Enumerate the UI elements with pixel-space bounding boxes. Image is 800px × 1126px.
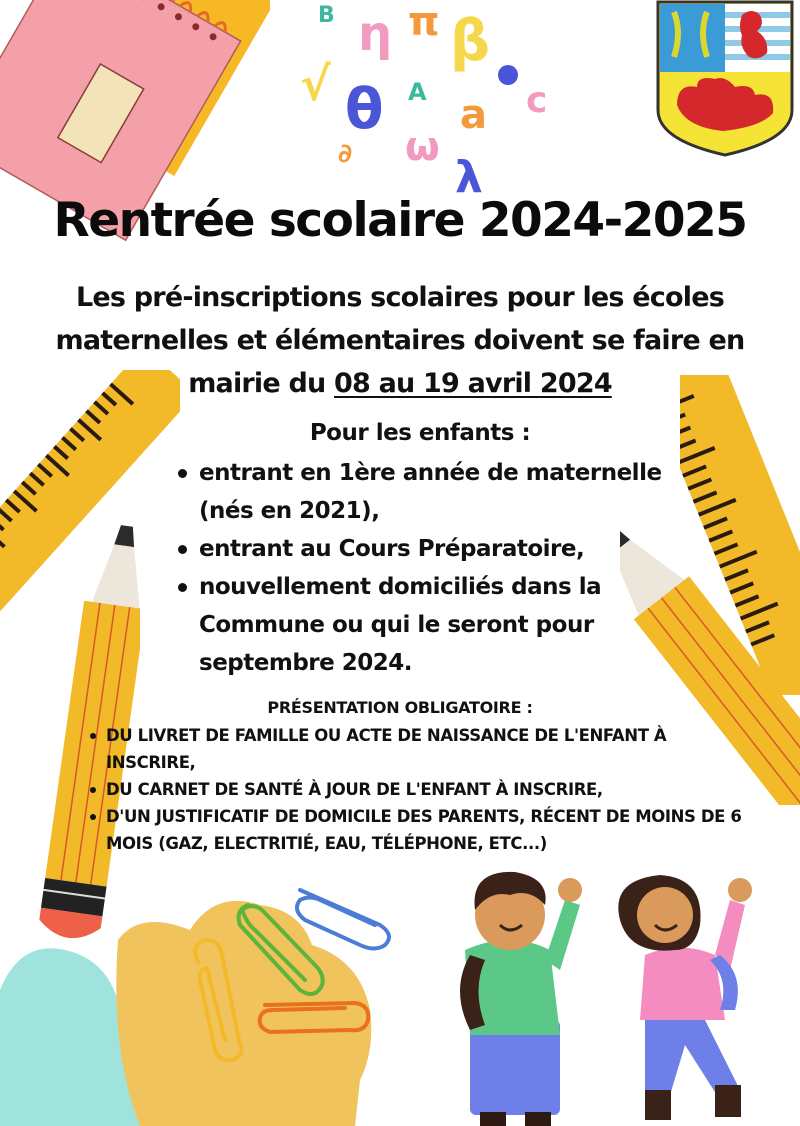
intro-text	[20, 276, 780, 405]
svg-text:η: η	[358, 6, 393, 62]
registration-dates: 08 au 19 avril 2024	[334, 368, 612, 399]
svg-text:∂: ∂	[338, 139, 353, 169]
list-item: DU LIVRET DE FAMILLE OU ACTE DE NAISSANCE DE L'ENFANT À INSCRIRE,	[90, 722, 750, 776]
list-item: nouvellement domiciliés dans la Commune ou qui le seront pour septembre 2024.	[176, 568, 696, 682]
list-item: entrant en 1ère année de maternelle (nés en 2021),	[176, 454, 696, 530]
list-item: entrant au Cours Préparatoire,	[176, 530, 696, 568]
list-item: D'UN JUSTIFICATIF DE DOMICILE DES PARENTS, RÉCENT DE MOINS DE 6 MOIS (GAZ, ELECTRITIÉ, EAU, TÉLÉPHONE, ETC...)	[90, 803, 750, 857]
svg-text:√: √	[300, 57, 331, 111]
svg-text:A: A	[408, 78, 427, 106]
children-heading: Pour les enfants :	[309, 420, 531, 446]
intro-text-body: Les pré-inscriptions scolaires pour les écoles maternelles et élémentaires doivent se faire en mairie du	[55, 282, 745, 399]
page-title: Rentrée scolaire 2024-2025	[53, 193, 747, 248]
svg-text:θ: θ	[345, 77, 384, 142]
svg-text:λ: λ	[455, 152, 483, 200]
svg-text:β: β	[450, 9, 491, 74]
coat-of-arms-icon	[652, 0, 798, 160]
documents-heading: PRÉSENTATION OBLIGATOIRE :	[267, 698, 533, 717]
svg-text:c: c	[526, 80, 548, 121]
documents-list	[90, 722, 750, 857]
svg-text:ω: ω	[405, 124, 440, 170]
children-illustration	[430, 860, 800, 1126]
math-symbols-decoration	[290, 0, 570, 200]
svg-text:a: a	[460, 92, 487, 138]
svg-text:B: B	[318, 3, 335, 28]
list-item: DU CARNET DE SANTÉ À JOUR DE L'ENFANT À INSCRIRE,	[90, 776, 750, 803]
svg-text:π: π	[408, 0, 440, 45]
children-list	[176, 454, 696, 682]
paperclip-icon	[0, 870, 420, 1126]
